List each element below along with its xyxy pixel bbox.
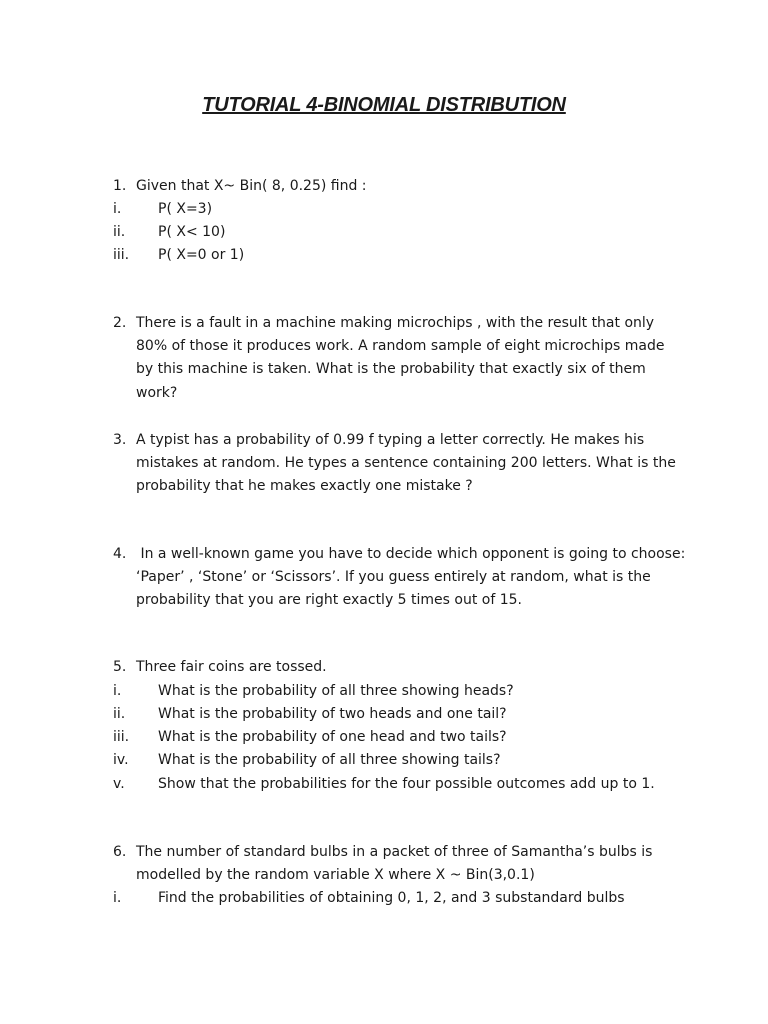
item-label: iii. [113, 247, 130, 263]
question-text-line: probability that he makes exactly one mistake ? [136, 478, 473, 494]
question-number: 2. [113, 315, 127, 331]
item-label: v. [113, 776, 125, 792]
item-text: What is the probability of two heads and one tail? [158, 706, 507, 722]
item-label: i. [113, 683, 122, 699]
question-text-line: ‘Paper’ , ‘Stone’ or ‘Scissors’. If you guess entirely at random, what is the [136, 569, 651, 585]
question-number: 1. [113, 178, 127, 194]
item-label: i. [113, 890, 122, 906]
item-label: i. [113, 201, 122, 217]
item-text: What is the probability of one head and two tails? [158, 729, 507, 745]
question-text-line: mistakes at random. He types a sentence containing 200 letters. What is the [136, 455, 676, 471]
question-text-line: In a well-known game you have to decide which opponent is going to choose: [136, 546, 686, 562]
item-text: P( X=3) [158, 201, 213, 217]
page-title: TUTORIAL 4-BINOMIAL DISTRIBUTION [202, 94, 566, 116]
question-number: 3. [113, 432, 127, 448]
question-text: Given that X~ Bin( 8, 0.25) find : [136, 178, 367, 194]
item-text: P( X=0 or 1) [158, 247, 245, 263]
item-label: ii. [113, 706, 126, 722]
item-label: ii. [113, 224, 126, 240]
question-text-line: modelled by the random variable X where X ~ Bin(3,0.1) [136, 867, 535, 883]
item-text: Show that the probabilities for the four possible outcomes add up to 1. [158, 776, 655, 792]
question-text-line: probability that you are right exactly 5 times out of 15. [136, 592, 522, 608]
item-label: iv. [113, 752, 129, 768]
question-text-line: A typist has a probability of 0.99 f typing a letter correctly. He makes his [136, 432, 645, 448]
question-text-line: work? [136, 385, 178, 401]
item-text: What is the probability of all three showing tails? [158, 752, 501, 768]
question-text-line: The number of standard bulbs in a packet of three of Samantha’s bulbs is [136, 844, 653, 860]
question-text-line: by this machine is taken. What is the probability that exactly six of them [136, 361, 646, 377]
item-text: What is the probability of all three showing heads? [158, 683, 514, 699]
item-text: Find the probabilities of obtaining 0, 1, 2, and 3 substandard bulbs [158, 890, 625, 906]
question-number: 4. [113, 546, 127, 562]
item-label: iii. [113, 729, 130, 745]
question-number: 5. [113, 659, 127, 675]
question-number: 6. [113, 844, 127, 860]
question-text-line: 80% of those it produces work. A random sample of eight microchips made [136, 338, 665, 354]
question-text-line: There is a fault in a machine making microchips , with the result that only [136, 315, 655, 331]
question-text: Three fair coins are tossed. [136, 659, 327, 675]
item-text: P( X< 10) [158, 224, 226, 240]
